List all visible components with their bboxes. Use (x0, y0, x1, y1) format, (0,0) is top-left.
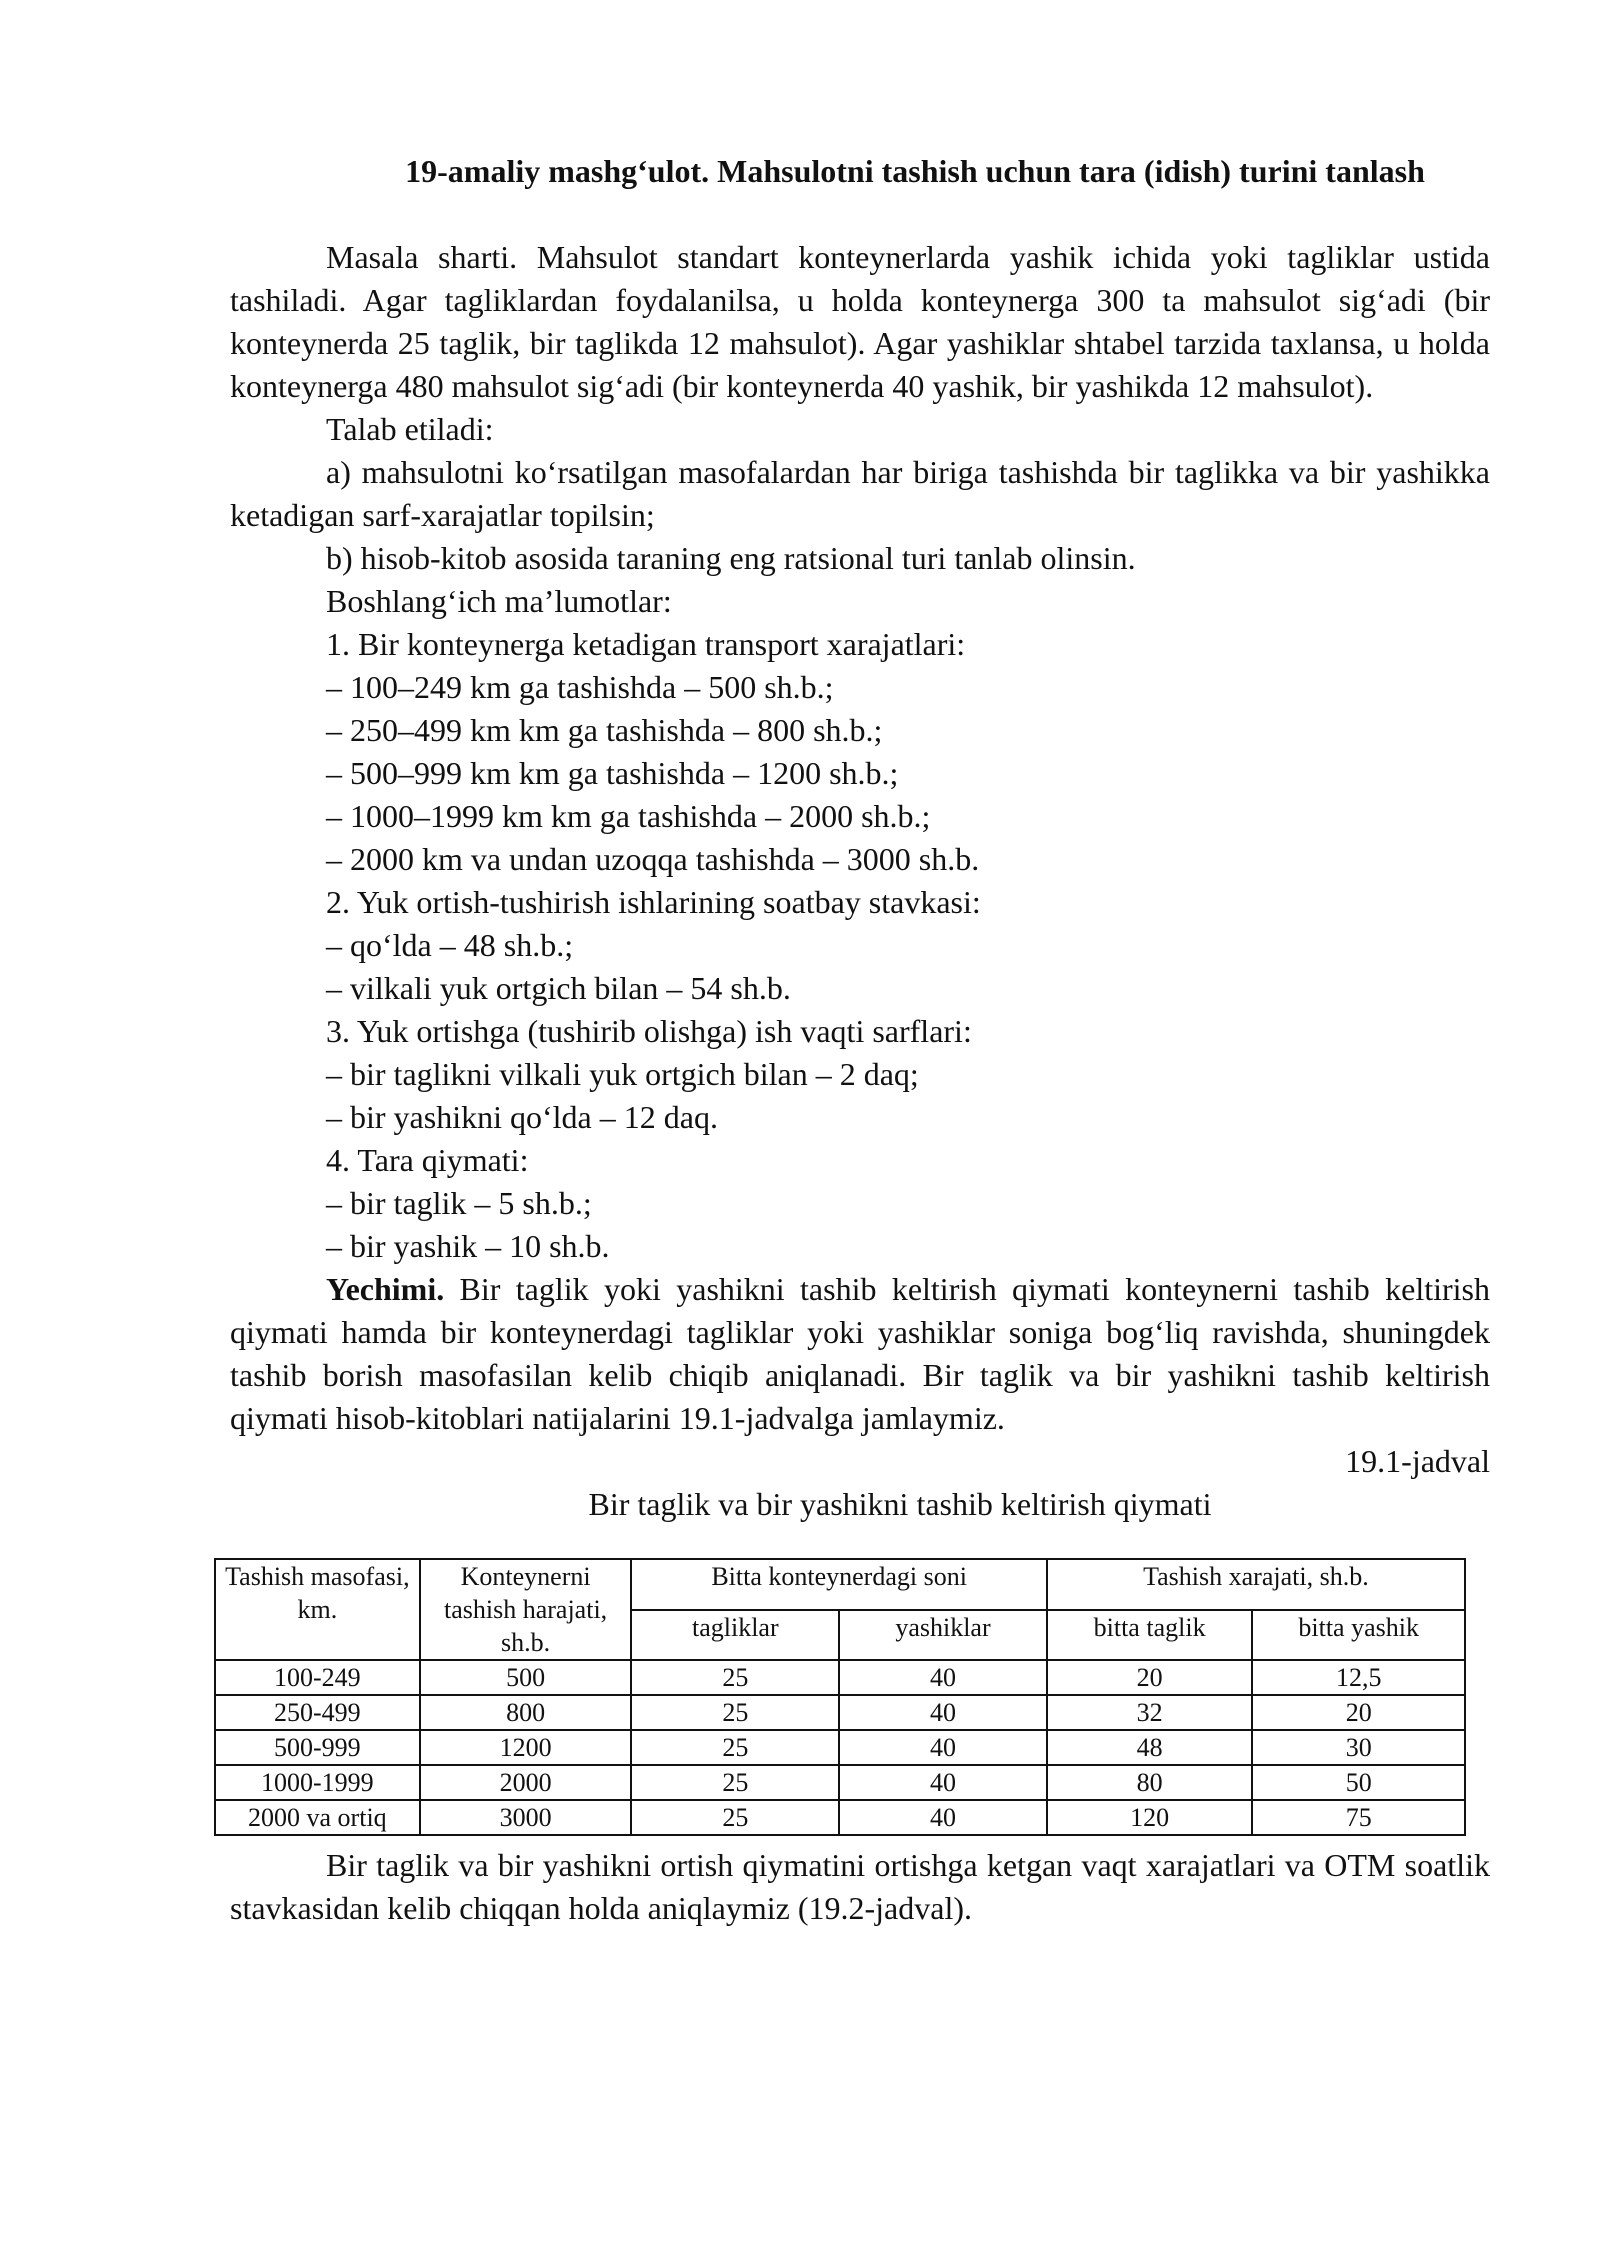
cell-pallets: 25 (631, 1765, 839, 1800)
item-4-line: – bir yashik – 10 sh.b. (326, 1228, 610, 1264)
cost-table (214, 1558, 1466, 1836)
item-3-heading: 3. Yuk ortishga (tushirib olishga) ish vaqti sarflari: (326, 1013, 972, 1049)
requirement-a: a) mahsulotni ko‘rsatilgan masofalardan har biriga tashishda bir taglikka va bir yashikka ketadigan sarf-xarajatlar topilsin; (230, 454, 1490, 533)
item-1-line: – 250–499 km km ga tashishda – 800 sh.b.; (326, 712, 883, 748)
header-boxes: yashiklar (839, 1610, 1047, 1661)
table-number: 19.1-jadval (1345, 1443, 1490, 1479)
item-1-line: – 100–249 km ga tashishda – 500 sh.b.; (326, 669, 834, 705)
document-body (225, 150, 1490, 1930)
solution-paragraph (230, 1268, 1490, 1440)
cell-boxes: 40 (839, 1800, 1047, 1835)
cell-distance: 250-499 (215, 1695, 420, 1730)
required-heading: Talab etiladi: (326, 411, 494, 447)
cell-per-pallet: 80 (1047, 1765, 1253, 1800)
header-per-box: bitta yashik (1252, 1610, 1465, 1661)
table-row (215, 1660, 1465, 1695)
header-cost-group: Tashish xarajati, sh.b. (1047, 1559, 1465, 1610)
table-caption: Bir taglik va bir yashikni tashib keltirish qiymati (588, 1486, 1212, 1522)
cell-distance: 500-999 (215, 1730, 420, 1765)
item-4-heading: 4. Tara qiymati: (326, 1142, 529, 1178)
solution-text: Bir taglik yoki yashikni tashib keltirish qiymati konteynerni tashib keltirish qiymati hamda bir konteynerdagi tagliklar yoki yashiklar soniga bog‘liq ravishda, shuningdek tashib borish masofasilan kelib chiqib aniqlanadi. Bir taglik va bir yashikni tashib keltirish qiymati hisob-kitoblari natijalarini 19.1-jadvalga jamlaymiz. (230, 1271, 1490, 1436)
cell-pallets: 25 (631, 1800, 839, 1835)
cell-container-cost: 3000 (420, 1800, 632, 1835)
header-count-group: Bitta konteynerdagi soni (631, 1559, 1046, 1610)
cell-container-cost: 1200 (420, 1730, 632, 1765)
cell-distance: 100-249 (215, 1660, 420, 1695)
item-3-line: – bir yashikni qo‘lda – 12 daq. (326, 1099, 718, 1135)
cell-boxes: 40 (839, 1765, 1047, 1800)
cell-per-box: 50 (1252, 1765, 1465, 1800)
item-1-line: – 500–999 km km ga tashishda – 1200 sh.b.; (326, 755, 899, 791)
cell-per-box: 30 (1252, 1730, 1465, 1765)
item-2-line: – qo‘lda – 48 sh.b.; (326, 927, 574, 963)
header-per-pallet: bitta taglik (1047, 1610, 1253, 1661)
cell-distance: 2000 va ortiq (215, 1800, 420, 1835)
item-2-line: – vilkali yuk ortgich bilan – 54 sh.b. (326, 970, 791, 1006)
item-4-line: – bir taglik – 5 sh.b.; (326, 1185, 592, 1221)
cell-per-pallet: 20 (1047, 1660, 1253, 1695)
item-1-line: – 2000 km va undan uzoqqa tashishda – 3000 sh.b. (326, 841, 980, 877)
table-row (215, 1695, 1465, 1730)
cell-per-box: 20 (1252, 1695, 1465, 1730)
requirement-b: b) hisob-kitob asosida taraning eng ratsional turi tanlab olinsin. (326, 540, 1136, 576)
item-1-heading: 1. Bir konteynerga ketadigan transport xarajatlari: (326, 626, 966, 662)
cell-per-pallet: 48 (1047, 1730, 1253, 1765)
cell-per-box: 12,5 (1252, 1660, 1465, 1695)
problem-condition: Masala sharti. Mahsulot standart konteynerlarda yashik ichida yoki tagliklar ustida tashiladi. Agar tagliklardan foydalanilsa, u holda konteynerga 300 ta mahsulot sig‘adi (bir konteynerda 25 taglik, bir taglikda 12 mahsulot). Agar yashiklar shtabel tarzida taxlansa, u holda konteynerga 480 mahsulot sig‘adi (bir konteynerda 40 yashik, bir yashikda 12 mahsulot). (230, 239, 1490, 404)
cell-pallets: 25 (631, 1695, 839, 1730)
cell-container-cost: 2000 (420, 1765, 632, 1800)
cell-boxes: 40 (839, 1730, 1047, 1765)
after-table-paragraph: Bir taglik va bir yashikni ortish qiymatini ortishga ketgan vaqt xarajatlari va OTM soatlik stavkasidan kelib chiqqan holda aniqlaymiz (19.2-jadval). (230, 1847, 1490, 1926)
table-row (215, 1800, 1465, 1835)
table-row (215, 1765, 1465, 1800)
initial-data-heading: Boshlang‘ich ma’lumotlar: (326, 583, 672, 619)
cell-per-pallet: 120 (1047, 1800, 1253, 1835)
header-pallets: tagliklar (631, 1610, 839, 1661)
cell-container-cost: 500 (420, 1660, 632, 1695)
header-distance: Tashish masofasi, km. (215, 1559, 420, 1660)
cell-container-cost: 800 (420, 1695, 632, 1730)
cell-boxes: 40 (839, 1695, 1047, 1730)
header-container-cost: Konteynerni tashish harajati, sh.b. (420, 1559, 632, 1660)
item-3-line: – bir taglikni vilkali yuk ortgich bilan – 2 daq; (326, 1056, 919, 1092)
cell-per-pallet: 32 (1047, 1695, 1253, 1730)
cell-pallets: 25 (631, 1730, 839, 1765)
cell-pallets: 25 (631, 1660, 839, 1695)
cell-per-box: 75 (1252, 1800, 1465, 1835)
item-1-line: – 1000–1999 km km ga tashishda – 2000 sh.b.; (326, 798, 931, 834)
cell-distance: 1000-1999 (215, 1765, 420, 1800)
item-2-heading: 2. Yuk ortish-tushirish ishlarining soatbay stavkasi: (326, 884, 981, 920)
table-header-row (215, 1559, 1465, 1610)
page-title: 19-amaliy mashg‘ulot. Mahsulotni tashish uchun tara (idish) turini tanlash (405, 153, 1425, 189)
table-row (215, 1730, 1465, 1765)
cell-boxes: 40 (839, 1660, 1047, 1695)
solution-label: Yechimi. (326, 1271, 445, 1307)
